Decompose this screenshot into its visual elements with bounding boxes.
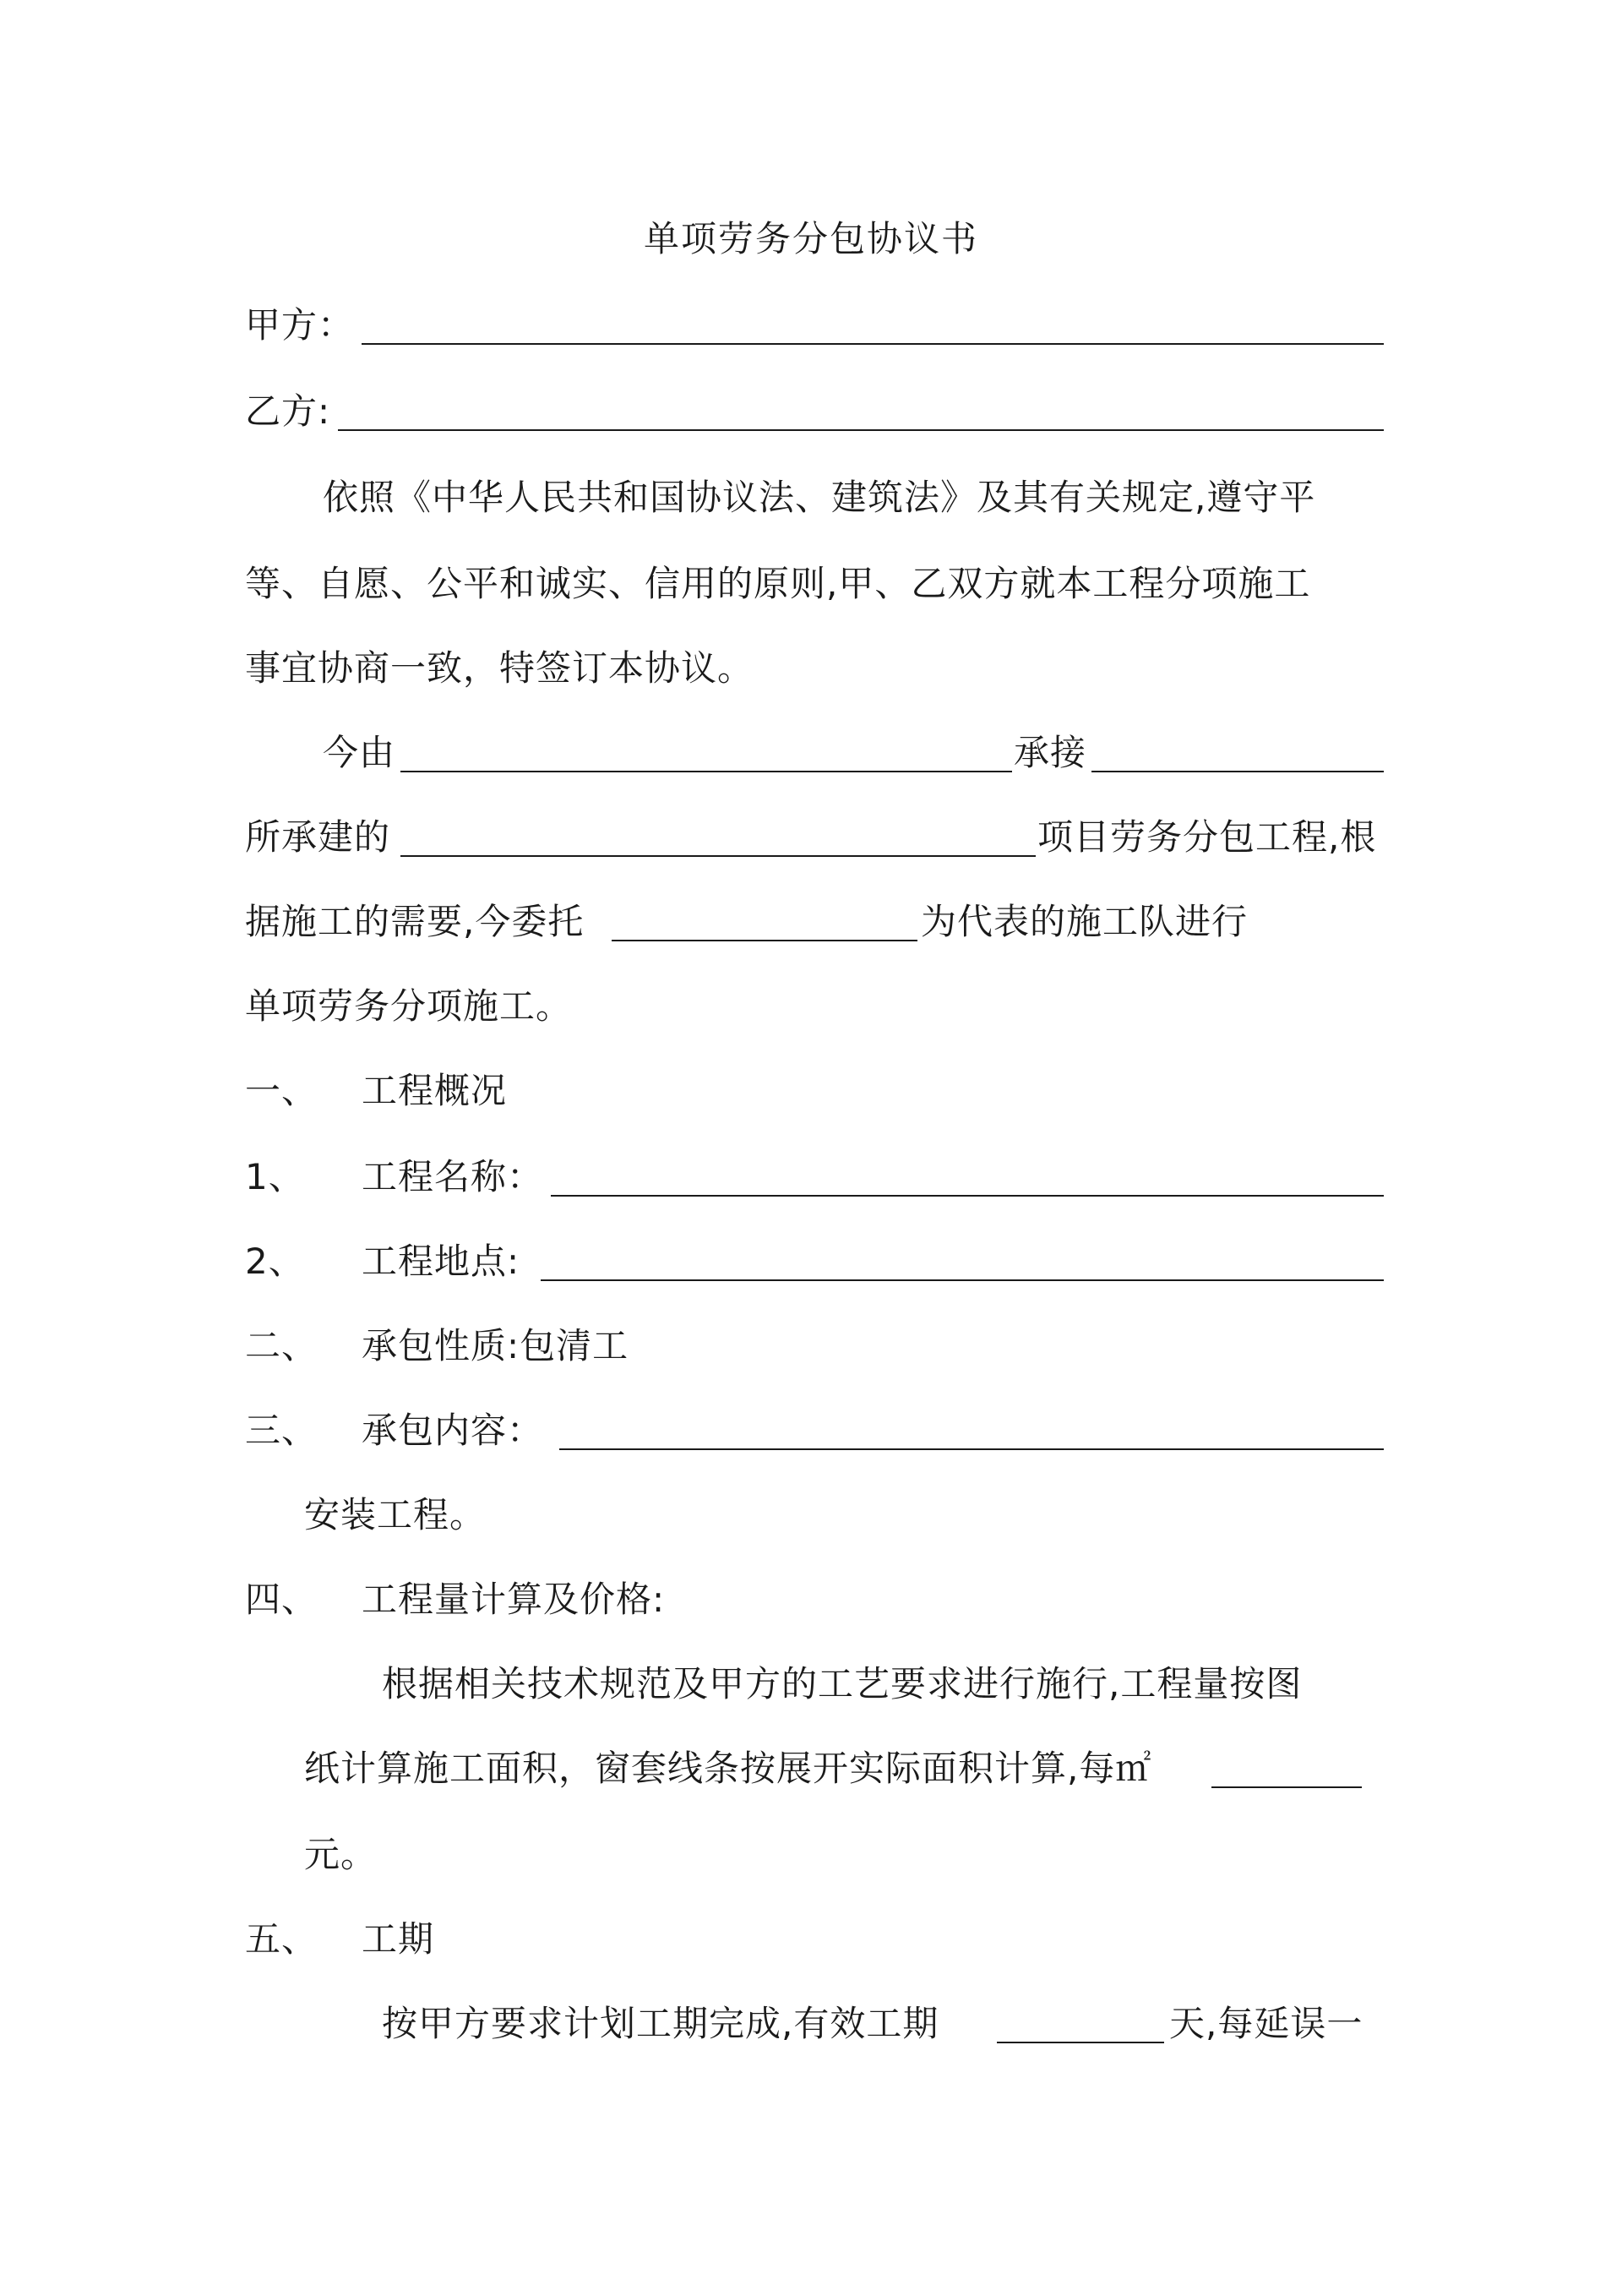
project-blank — [400, 855, 1036, 857]
section-5-line-1-a: 按甲方要求计划工期完成,有效工期 — [382, 2003, 939, 2044]
duration-days-blank — [997, 2042, 1164, 2043]
project-location-blank — [541, 1279, 1384, 1281]
project-name-blank — [551, 1195, 1384, 1197]
item-1-number: 1、 — [245, 1156, 305, 1197]
section-3-body: 安装工程。 — [304, 1494, 487, 1535]
para2-team-text: 为代表的施工队进行 — [921, 901, 1249, 942]
section-3-title: 承包内容： — [362, 1410, 544, 1451]
section-1-title: 工程概况 — [362, 1070, 508, 1111]
section-5-line-1-b: 天,每延误一 — [1169, 2003, 1363, 2044]
section-2-number: 二、 — [245, 1325, 318, 1366]
para2-suochengjian: 所承建的 — [245, 816, 391, 858]
section-1-number: 一、 — [245, 1070, 318, 1111]
section-5-title: 工期 — [362, 1918, 435, 1960]
item-1-label: 工程名称： — [362, 1156, 544, 1197]
para2-jinyou: 今由 — [323, 732, 396, 773]
para2-closing: 单项劳务分项施工。 — [245, 985, 573, 1027]
section-4-number: 四、 — [245, 1579, 318, 1620]
item-2-label: 工程地点: — [362, 1241, 520, 1282]
para2-project-text: 项目劳务分包工程,根 — [1037, 816, 1377, 858]
representative-blank — [612, 940, 917, 941]
intro-line-3: 事宜协商一致，特签订本协议。 — [245, 647, 754, 689]
party-b-blank — [338, 429, 1384, 431]
section-4-line-2: 纸计算施工面积，窗套线条按展开实际面积计算,每㎡ — [304, 1748, 1152, 1789]
unit-price-blank — [1211, 1786, 1362, 1788]
item-2-number: 2、 — [245, 1241, 305, 1282]
section-2-title: 承包性质:包清工 — [362, 1325, 629, 1366]
para2-weituo: 据施工的需要,今委托 — [245, 901, 585, 942]
intro-line-2: 等、自愿、公平和诚实、信用的原则,甲、乙双方就本工程分项施工 — [245, 563, 1311, 604]
section-4-line-3: 元。 — [304, 1834, 378, 1875]
party-b-label: 乙方: — [245, 390, 331, 432]
section-4-title: 工程量计算及价格: — [362, 1579, 666, 1620]
party-a-label: 甲方： — [245, 304, 355, 346]
intro-line-1: 依照《中华人民共和国协议法、建筑法》及其有关规定,遵守平 — [323, 477, 1316, 518]
contractor-blank — [400, 771, 1012, 772]
para2-chengjie: 承接 — [1014, 732, 1087, 773]
section-5-number: 五、 — [245, 1918, 318, 1960]
section-3-number: 三、 — [245, 1410, 318, 1451]
section-4-line-1: 根据相关技术规范及甲方的工艺要求进行施行,工程量按图 — [382, 1663, 1303, 1704]
undertaker-blank — [1091, 771, 1384, 772]
scope-blank — [559, 1448, 1384, 1450]
document-title: 单项劳务分包协议书 — [643, 218, 978, 259]
party-a-blank — [362, 343, 1384, 345]
